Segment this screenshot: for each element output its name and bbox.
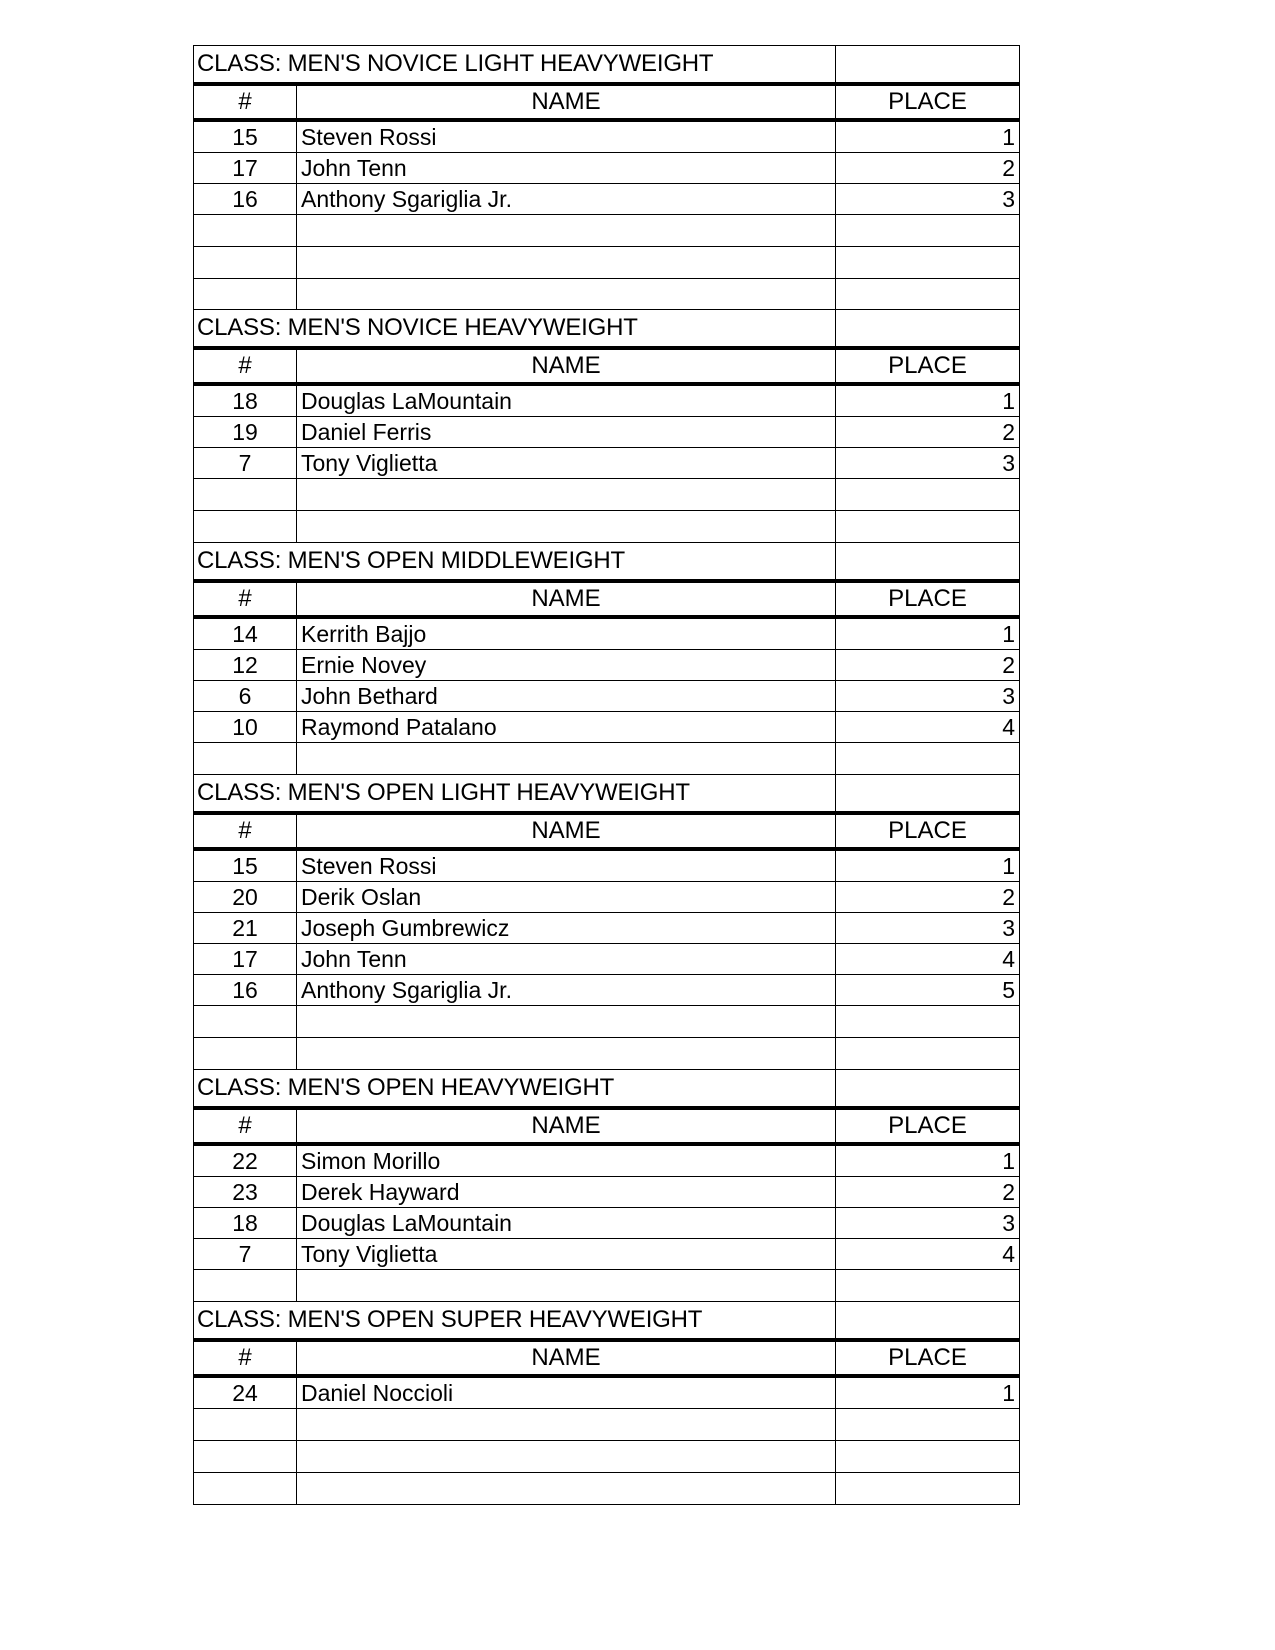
empty-row (194, 1038, 1020, 1070)
empty-row (194, 1409, 1020, 1441)
empty-cell (836, 279, 1020, 310)
competitor-name: Derik Oslan (297, 882, 836, 913)
empty-cell (297, 1006, 836, 1038)
competitor-number: 17 (194, 153, 297, 184)
competitor-place: 3 (836, 681, 1020, 712)
competitor-name: Steven Rossi (297, 849, 836, 882)
empty-cell (194, 279, 297, 310)
empty-cell (836, 1270, 1020, 1302)
competitor-number: 15 (194, 120, 297, 153)
competitor-number: 12 (194, 650, 297, 681)
empty-cell (297, 479, 836, 511)
column-header-row (194, 581, 1020, 617)
empty-cell (297, 743, 836, 775)
class-header-place-cell (836, 1070, 1020, 1109)
empty-row (194, 215, 1020, 247)
class-title: CLASS: MEN'S NOVICE LIGHT HEAVYWEIGHT (194, 46, 836, 85)
column-header-number: # (194, 1108, 297, 1144)
table-row (194, 913, 1020, 944)
table-row (194, 448, 1020, 479)
empty-row (194, 511, 1020, 543)
class-header-row (194, 310, 1020, 349)
table-row (194, 882, 1020, 913)
class-title: CLASS: MEN'S OPEN SUPER HEAVYWEIGHT (194, 1302, 836, 1341)
column-header-place: PLACE (836, 581, 1020, 617)
section-gap-row (194, 279, 1020, 310)
competitor-place: 1 (836, 1144, 1020, 1177)
competitor-name: John Tenn (297, 153, 836, 184)
empty-row (194, 247, 1020, 279)
competitor-name: Daniel Noccioli (297, 1376, 836, 1409)
column-header-row (194, 1340, 1020, 1376)
competitor-place: 1 (836, 849, 1020, 882)
table-row (194, 1144, 1020, 1177)
competitor-number: 16 (194, 975, 297, 1006)
competitor-place: 2 (836, 417, 1020, 448)
table-row (194, 617, 1020, 650)
empty-cell (836, 1473, 1020, 1505)
column-header-number: # (194, 1340, 297, 1376)
empty-cell (194, 1270, 297, 1302)
empty-row (194, 1006, 1020, 1038)
column-header-name: NAME (297, 348, 836, 384)
table-row (194, 1177, 1020, 1208)
competitor-number: 24 (194, 1376, 297, 1409)
competitor-name: Raymond Patalano (297, 712, 836, 743)
class-header-place-cell (836, 543, 1020, 582)
competitor-name: Tony Viglietta (297, 1239, 836, 1270)
class-title: CLASS: MEN'S NOVICE HEAVYWEIGHT (194, 310, 836, 349)
column-header-name: NAME (297, 84, 836, 120)
column-header-place: PLACE (836, 1108, 1020, 1144)
empty-cell (194, 1473, 297, 1505)
empty-cell (836, 215, 1020, 247)
competitor-place: 3 (836, 1208, 1020, 1239)
competitor-number: 16 (194, 184, 297, 215)
empty-cell (194, 1006, 297, 1038)
competitor-number: 22 (194, 1144, 297, 1177)
column-header-place: PLACE (836, 1340, 1020, 1376)
empty-cell (194, 1038, 297, 1070)
competitor-number: 23 (194, 1177, 297, 1208)
table-row (194, 681, 1020, 712)
empty-cell (194, 247, 297, 279)
empty-cell (194, 479, 297, 511)
competitor-name: Joseph Gumbrewicz (297, 913, 836, 944)
column-header-row (194, 1108, 1020, 1144)
empty-cell (297, 1270, 836, 1302)
empty-cell (297, 215, 836, 247)
empty-cell (297, 511, 836, 543)
competitor-number: 19 (194, 417, 297, 448)
empty-row (194, 1270, 1020, 1302)
competitor-name: John Bethard (297, 681, 836, 712)
column-header-row (194, 348, 1020, 384)
competitor-place: 3 (836, 913, 1020, 944)
column-header-place: PLACE (836, 84, 1020, 120)
competitor-name: Derek Hayward (297, 1177, 836, 1208)
column-header-name: NAME (297, 581, 836, 617)
class-header-row (194, 543, 1020, 582)
table-row (194, 1208, 1020, 1239)
competitor-place: 4 (836, 1239, 1020, 1270)
column-header-name: NAME (297, 813, 836, 849)
table-row (194, 944, 1020, 975)
empty-cell (836, 1038, 1020, 1070)
competitor-number: 18 (194, 384, 297, 417)
column-header-number: # (194, 581, 297, 617)
class-header-row (194, 46, 1020, 85)
class-header-row (194, 1302, 1020, 1341)
competitor-place: 3 (836, 184, 1020, 215)
competitor-name: Anthony Sgariglia Jr. (297, 975, 836, 1006)
class-header-place-cell (836, 775, 1020, 814)
table-row (194, 1376, 1020, 1409)
table-row (194, 1239, 1020, 1270)
competitor-number: 17 (194, 944, 297, 975)
competitor-place: 2 (836, 882, 1020, 913)
table-row (194, 120, 1020, 153)
empty-cell (297, 1409, 836, 1441)
empty-row (194, 1441, 1020, 1473)
empty-cell (194, 1409, 297, 1441)
empty-cell (297, 279, 836, 310)
column-header-number: # (194, 813, 297, 849)
competitor-name: Daniel Ferris (297, 417, 836, 448)
competitor-name: Tony Viglietta (297, 448, 836, 479)
empty-cell (836, 479, 1020, 511)
competitor-place: 1 (836, 1376, 1020, 1409)
competitor-number: 6 (194, 681, 297, 712)
empty-cell (836, 1409, 1020, 1441)
table-row (194, 384, 1020, 417)
competitor-place: 4 (836, 944, 1020, 975)
class-title: CLASS: MEN'S OPEN LIGHT HEAVYWEIGHT (194, 775, 836, 814)
competitor-name: Kerrith Bajjo (297, 617, 836, 650)
empty-cell (836, 247, 1020, 279)
competitor-place: 2 (836, 153, 1020, 184)
class-header-row (194, 775, 1020, 814)
class-header-place-cell (836, 46, 1020, 85)
competitor-number: 7 (194, 1239, 297, 1270)
results-sheet (193, 45, 1019, 1505)
table-row (194, 712, 1020, 743)
competitor-number: 20 (194, 882, 297, 913)
competitor-name: Ernie Novey (297, 650, 836, 681)
column-header-number: # (194, 84, 297, 120)
competitor-number: 21 (194, 913, 297, 944)
table-row (194, 153, 1020, 184)
empty-cell (836, 743, 1020, 775)
competitor-name: John Tenn (297, 944, 836, 975)
competitor-place: 5 (836, 975, 1020, 1006)
empty-cell (297, 1441, 836, 1473)
empty-cell (194, 511, 297, 543)
competitor-number: 7 (194, 448, 297, 479)
empty-cell (194, 743, 297, 775)
competitor-number: 10 (194, 712, 297, 743)
empty-cell (836, 1441, 1020, 1473)
table-row (194, 975, 1020, 1006)
class-header-row (194, 1070, 1020, 1109)
class-header-place-cell (836, 1302, 1020, 1341)
column-header-place: PLACE (836, 813, 1020, 849)
competitor-name: Anthony Sgariglia Jr. (297, 184, 836, 215)
competitor-name: Steven Rossi (297, 120, 836, 153)
competitor-number: 18 (194, 1208, 297, 1239)
competitor-place: 3 (836, 448, 1020, 479)
class-title: CLASS: MEN'S OPEN HEAVYWEIGHT (194, 1070, 836, 1109)
empty-cell (297, 247, 836, 279)
column-header-place: PLACE (836, 348, 1020, 384)
competitor-place: 4 (836, 712, 1020, 743)
competitor-number: 15 (194, 849, 297, 882)
column-header-row (194, 84, 1020, 120)
empty-cell (836, 1006, 1020, 1038)
competitor-place: 1 (836, 384, 1020, 417)
class-title: CLASS: MEN'S OPEN MIDDLEWEIGHT (194, 543, 836, 582)
table-row (194, 184, 1020, 215)
table-row (194, 849, 1020, 882)
column-header-name: NAME (297, 1340, 836, 1376)
empty-cell (194, 1441, 297, 1473)
column-header-number: # (194, 348, 297, 384)
empty-row (194, 479, 1020, 511)
table-row (194, 417, 1020, 448)
competitor-name: Simon Morillo (297, 1144, 836, 1177)
empty-cell (297, 1473, 836, 1505)
empty-row (194, 743, 1020, 775)
column-header-name: NAME (297, 1108, 836, 1144)
competitor-place: 1 (836, 120, 1020, 153)
competitor-name: Douglas LaMountain (297, 384, 836, 417)
competitor-place: 2 (836, 650, 1020, 681)
competitor-name: Douglas LaMountain (297, 1208, 836, 1239)
competitor-number: 14 (194, 617, 297, 650)
competitor-place: 1 (836, 617, 1020, 650)
class-header-place-cell (836, 310, 1020, 349)
empty-cell (194, 215, 297, 247)
results-table (193, 45, 1020, 1505)
empty-row (194, 1473, 1020, 1505)
empty-cell (297, 1038, 836, 1070)
column-header-row (194, 813, 1020, 849)
table-row (194, 650, 1020, 681)
competitor-place: 2 (836, 1177, 1020, 1208)
empty-cell (836, 511, 1020, 543)
